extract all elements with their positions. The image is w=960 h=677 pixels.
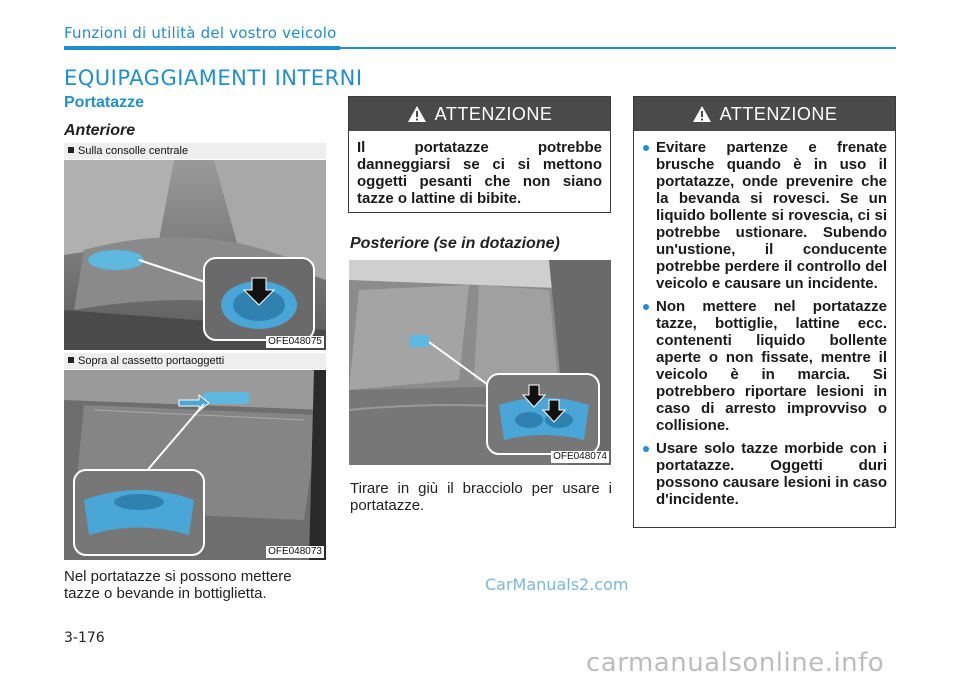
warning-list-item: Evitare partenze e frenate brusche quando è in uso il portatazze, onde prevenire che la bevanda si rovesci. Se un liquido bollente si rovescia, ci si potrebbe ustionare. Subendo un'ustione, il conducente potrebbe perdere il controllo del veicolo e causare un incidente. (642, 139, 887, 292)
warning-header: ATTENZIONE (634, 97, 895, 131)
warning-box-hot-drinks (633, 96, 896, 528)
rear-heading: Posteriore (se in dotazione) (350, 235, 560, 252)
subsection-title: Portatazze (64, 94, 145, 111)
front-description: Nel portatazze si possono mettere tazze o bevande in bottiglietta. (64, 568, 292, 602)
bullet-icon (643, 446, 649, 452)
section-title: EQUIPAGGIAMENTI INTERNI (64, 66, 363, 90)
photo-console-cupholder (64, 160, 326, 350)
square-bullet-icon (68, 357, 74, 363)
image-code: OFE048075 (268, 336, 322, 347)
image-code: OFE048074 (553, 451, 607, 462)
warning-triangle-icon (692, 105, 712, 123)
warning-triangle-icon (407, 105, 427, 123)
image-caption-glovebox: Sopra al cassetto portaoggetti (64, 353, 326, 369)
bullet-icon (643, 304, 649, 310)
header-rule-thin (340, 47, 896, 49)
warning-header: ATTENZIONE (349, 97, 610, 131)
footer-watermark: carmanualsonline.info (586, 648, 885, 677)
warning-text: Il portatazze potrebbe danneggiarsi se ci si mettono oggetti pesanti che non siano tazze o lattine di bibite. (357, 139, 602, 207)
chapter-title: Funzioni di utilità del vostro veicolo (64, 24, 337, 42)
front-heading: Anteriore (64, 122, 136, 139)
image-caption-console: Sulla consolle centrale (64, 143, 326, 159)
image-code: OFE048073 (268, 546, 322, 557)
photo-glovebox-cupholder (64, 370, 326, 560)
header-rule-thick (64, 46, 340, 50)
square-bullet-icon (68, 147, 74, 153)
warning-list-item: Non mettere nel portatazze tazze, bottiglie, lattine ecc. contenenti liquido bollente aperte o non fissate, mentre il veicolo è in marcia. Si potrebbero riportare lesioni in caso di arresto improvviso o collisione. (642, 298, 887, 434)
warning-list (642, 139, 887, 508)
photo-rear-armrest-cupholder (349, 260, 611, 465)
bullet-icon (643, 145, 649, 151)
watermark-carmanuals2: CarManuals2.com (485, 575, 629, 594)
warning-list-item: Usare solo tazze morbide con i portatazze. Oggetti duri possono causare lesioni in caso d'incidente. (642, 440, 887, 508)
page-number: 3-176 (64, 630, 105, 646)
warning-list-body (634, 131, 895, 522)
rear-description: Tirare in giù il bracciolo per usare i portatazze. (350, 480, 612, 514)
warning-box-weight (348, 96, 611, 213)
